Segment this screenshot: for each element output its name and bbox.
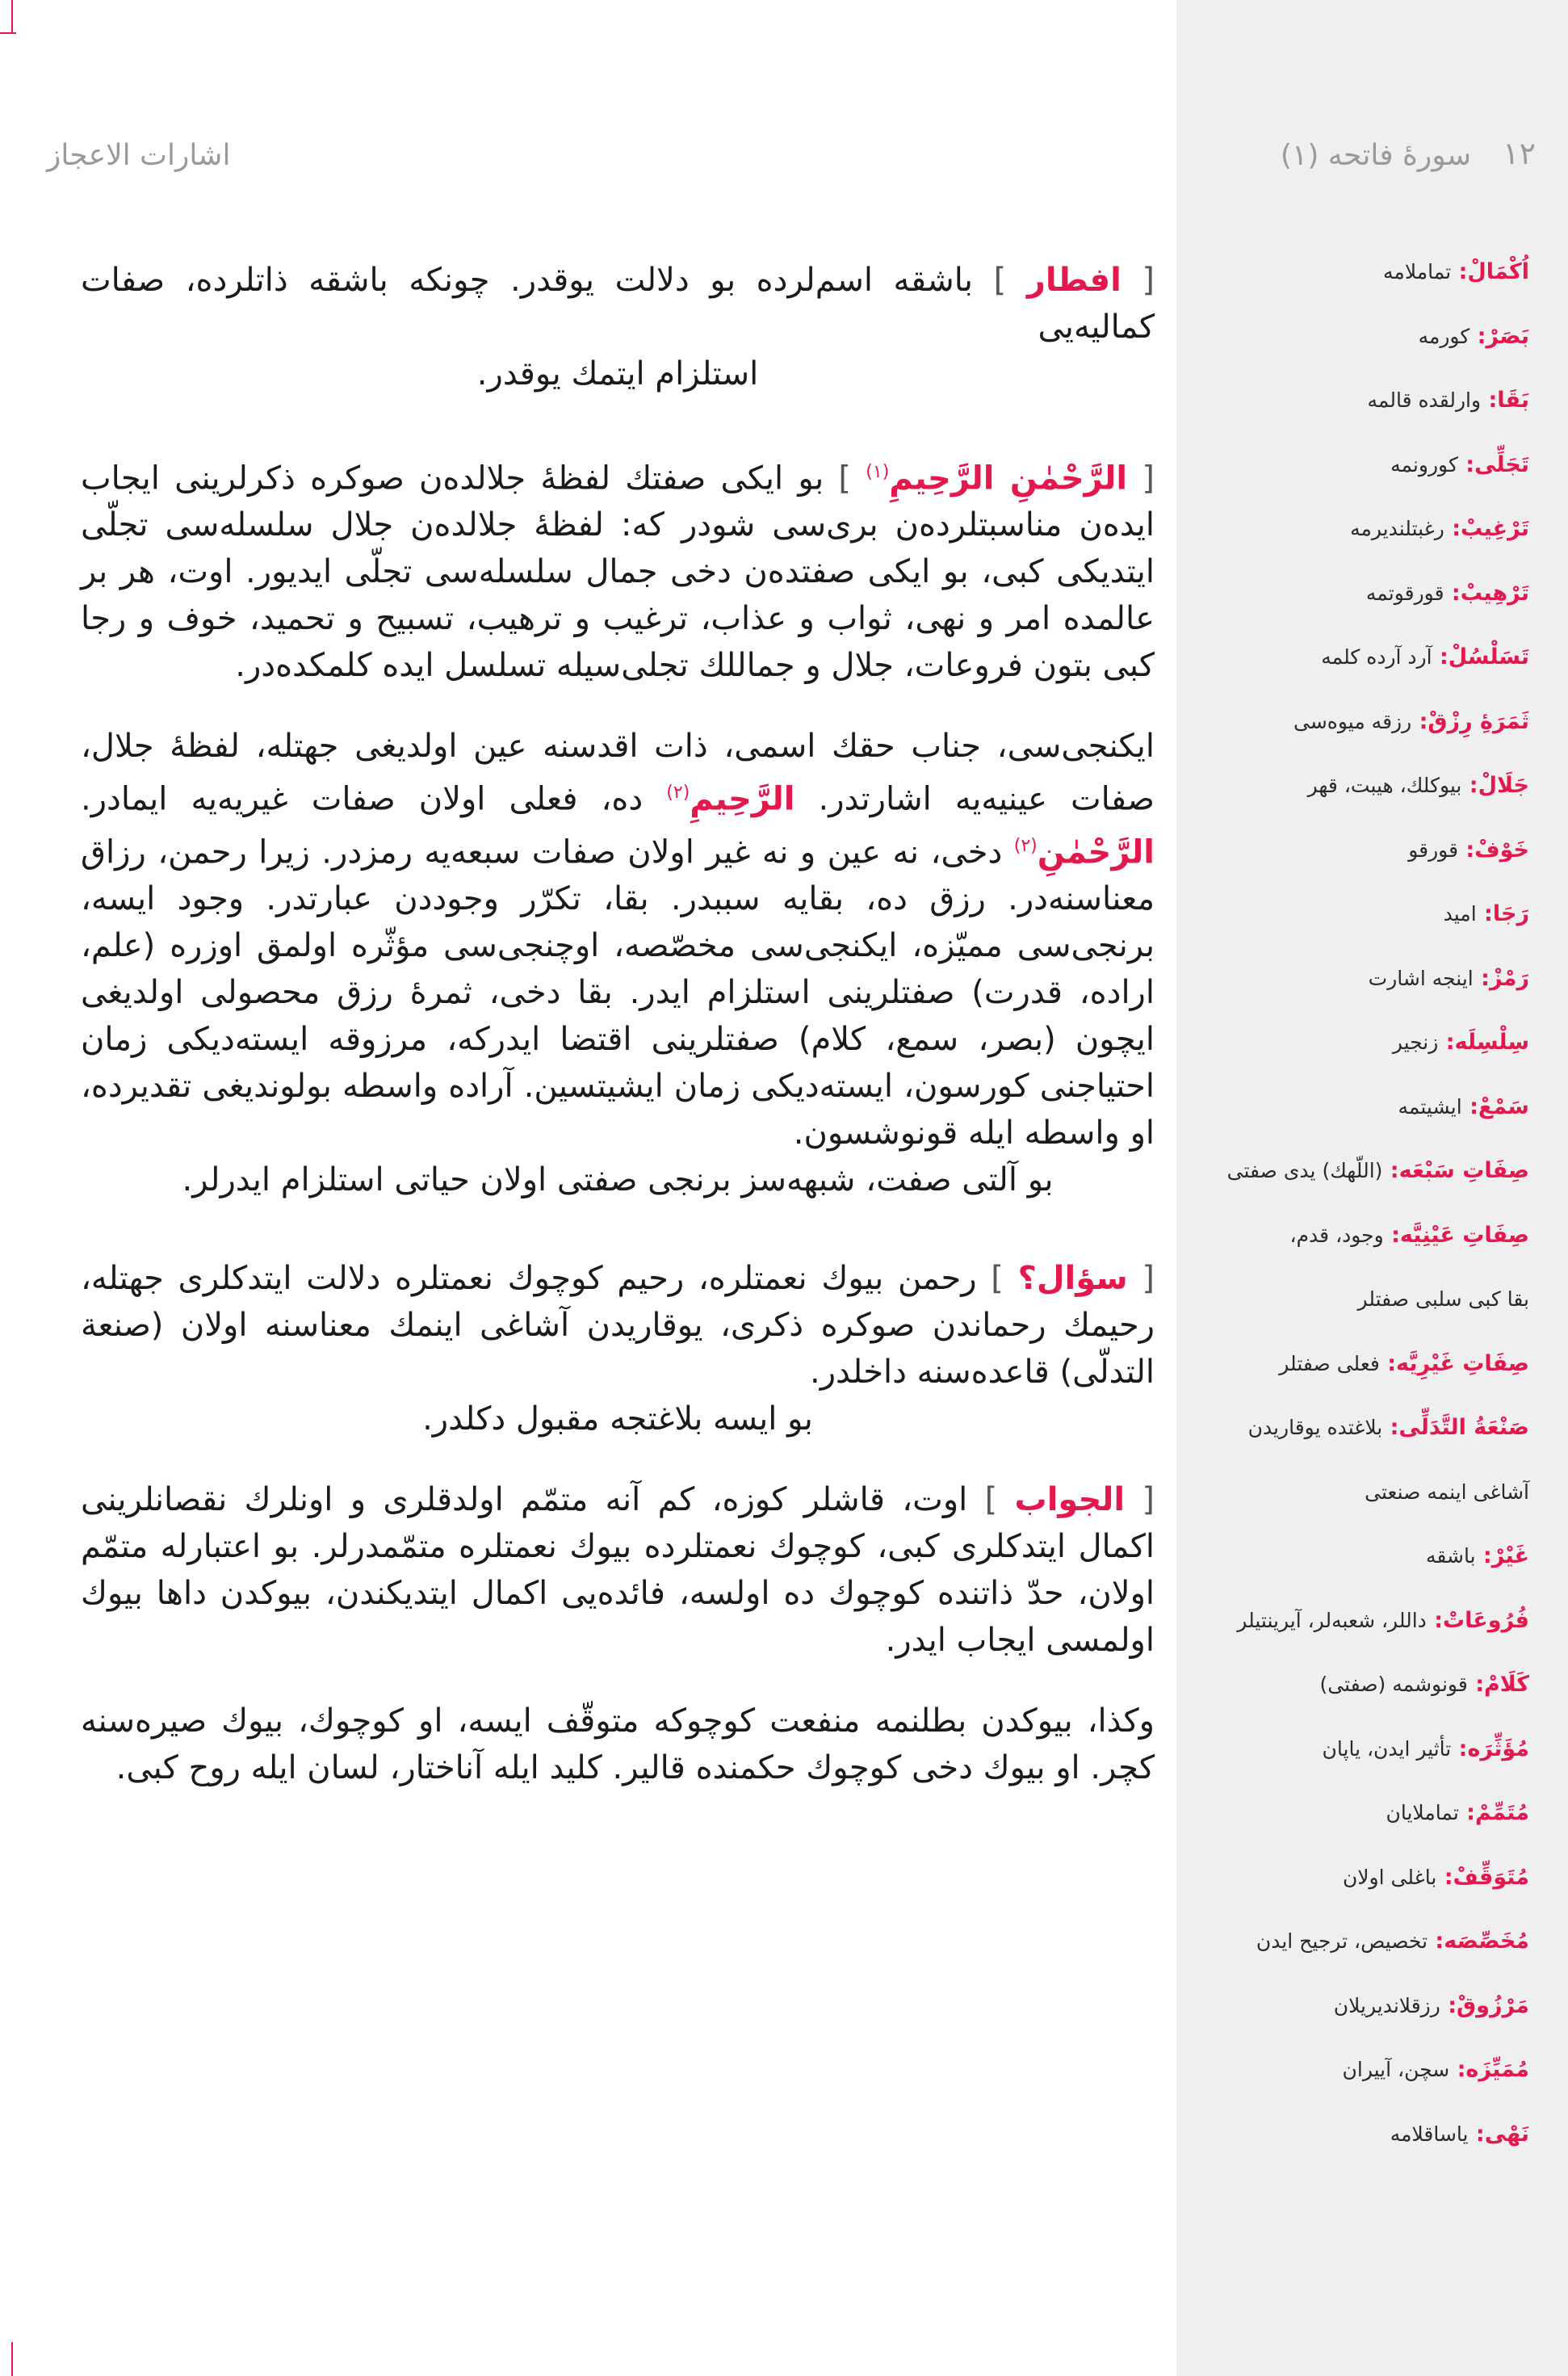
glossary-item: سِلْسِلَه: زنجير xyxy=(1392,1030,1529,1055)
marker-answer: الجواب xyxy=(1014,1480,1126,1518)
glossary-definition: تماملامه xyxy=(1383,260,1452,283)
glossary-term: تَرْهِيبْ xyxy=(1460,580,1529,606)
paragraph-rahman-rahim: [ الرَّحْمٰنِ الرَّحِيمِ$^{(١)}$ ] بو ايكى صفتك لفظۀ جلالده‌ن صوكره ذكرلرينى ايجاب ايده‌ن مناسبتلرده‌ن برى‌سى شودر كه: لفظۀ جلالده‌ن جلال سلسله‌سى تجلّى ايتديكى كبى، بو ايكى صفتده‌ن دخى جمال سلسله‌سى تجلّى ايديور. اوت، هر بر عالمده امر و نهى، ثواب و عذاب، ترغيب و ترهيب، تسبيح و تحميد، خوف و رجا كبى بتون فروعات، جلال و جماللك تجلى‌سيله تسلسل ايده كلمكده‌در. xyxy=(81,460,1155,685)
glossary-term: مُتَمِّمْ xyxy=(1474,1800,1529,1825)
glossary-item: تَسَلْسُلْ: آرد آرده كلمه xyxy=(1321,644,1529,670)
glossary-definition: آشاغى اينمه صنعتى xyxy=(1365,1480,1529,1504)
glossary-item: فُرُوعَاتْ: داللر، شعبه‌لر، آيرينتيلر xyxy=(1237,1607,1529,1633)
paragraph-text: ايكنجى‌سى، جناب حقك اسمى، ذات اقدسنه عين اولديغى جهتله، لفظۀ جلال، صفات عينيه‌يه اشارتدر. xyxy=(81,728,1155,818)
glossary-term: مَرْزُوقْ xyxy=(1457,1992,1529,2018)
glossary-definition: قورقو xyxy=(1408,837,1459,862)
glossary-term: صِفَاتِ غَيْرِيَّه xyxy=(1396,1350,1529,1376)
glossary-term: اُكْمَالْ xyxy=(1467,259,1529,284)
paragraph-text: رحمن بيوك نعمتلره، رحيم كوچوك نعمتلره دلالت ايتدكلرى جهتله، رحيمك رحماندن صوكره ذكرى، يوقاريدن آشاغى اينمك معناسنه اولان (صنعة التدلّى) قاعده‌سنه داخلدر. xyxy=(81,1259,1155,1391)
glossary-item: مُتَمِّمْ: تماملايان xyxy=(1386,1800,1529,1825)
marker-rahman-rahim: الرَّحْمٰنِ الرَّحِيمِ xyxy=(889,460,1128,497)
paragraph-second xyxy=(81,723,1155,1157)
glossary-definition: آرد آرده كلمه xyxy=(1321,645,1432,669)
glossary-item: تَرْغِيبْ: رغبتلنديرمه xyxy=(1350,516,1529,541)
footnote-ref: (١) xyxy=(866,462,890,482)
marker-question: سؤال؟ xyxy=(1017,1259,1128,1297)
glossary-definition: كورمه xyxy=(1418,324,1470,348)
crop-mark-top-vertical xyxy=(11,0,13,34)
paragraph-question-end: بو ايسه بلاغتجه مقبول دكلدر. xyxy=(422,1400,813,1438)
glossary-term: سِلْسِلَه xyxy=(1454,1030,1529,1055)
glossary-term: نَهْى xyxy=(1484,2121,1529,2147)
glossary-item: مُخَصِّصَه: تخصيص، ترجيح ايدن xyxy=(1256,1929,1529,1954)
glossary-item: مُتَوَقِّفْ: باغلى اولان xyxy=(1342,1864,1529,1890)
glossary-definition: اميد xyxy=(1443,902,1477,926)
glossary-item: جَلَالْ: بيوكلك، هيبت، قهر xyxy=(1307,773,1529,798)
glossary-term: بَقَا xyxy=(1497,388,1529,413)
glossary-definition: بقا كبى سلبى صفتلر xyxy=(1357,1287,1529,1311)
paragraph-last: وكذا، بيوكدن بطلنمه منفعت كوچوكه متوقّف ايسه، او كوچوك، بيوك صيره‌سنه كچر. او بيوك دخى كوچوك حكمنده قالير. كليد ايله آناختار، لسان ايله روح كبى. xyxy=(81,1702,1155,1786)
paragraph-text: ده، فعلى اولان صفات غيريه‌يه ايمادر. xyxy=(81,780,644,818)
glossary-term: جَلَالْ xyxy=(1478,773,1529,798)
glossary-term: رَمْزْ xyxy=(1489,965,1529,991)
glossary-definition: باغلى اولان xyxy=(1342,1865,1437,1889)
glossary-sidebar xyxy=(1176,0,1568,2376)
glossary-item: خَوْفْ: قورقو xyxy=(1408,837,1529,863)
glossary-definition: (اللّهك) يدى صفتى xyxy=(1226,1159,1383,1182)
glossary-definition: قورقوتمه xyxy=(1365,581,1444,605)
glossary-item: مُؤَثِّرَه: تأثير ايدن، ياپان xyxy=(1322,1736,1529,1761)
glossary-item xyxy=(1206,1477,1529,1542)
marker-rahman: الرَّحْمٰنِ xyxy=(1037,833,1155,871)
glossary-item xyxy=(1206,1284,1529,1349)
paragraph-text: باشقه اسم‌لرده بو دلالت يوقدر. چونكه باشقه ذاتلرده، صفات كماليه‌يى xyxy=(81,262,1155,346)
glossary-term: مُمَيِّزَه xyxy=(1465,2057,1529,2082)
glossary-definition: تأثير ايدن، ياپان xyxy=(1322,1736,1452,1761)
paragraph-text: دخى، نه عين و نه غير اولان صفات سبعه‌يه رمزدر. زيرا رحمن، رزاق معناسنه‌در. رزق ده، بقايه سببدر. بقا، تكرّر وجوددن عبارتدر. وجود ايسه، برنجى‌سى مميّزه، ايكنجى‌سى مخصّصه، اوچنجى‌سى مؤثّره اولمق اوزره (علم، اراده، قدرت) صفتلرينى استلزام ايدر. بقا دخى، ثمرۀ رزق محصولى اولديغى ايچون (بصر، سمع، كلام) صفتلرينى اقتضا ايدركه، مرزوقه ايسته‌ديكى زمان احتياجنى كورسون، ايسته‌ديكى زمان ايشيتسين. آراده واسطه بولونديغى تقديرده، او واسطه ايله قونوشسون. xyxy=(81,833,1155,1152)
glossary-item: صِفَاتِ غَيْرِيَّه: فعلى صفتلر xyxy=(1279,1350,1529,1376)
glossary-term: تَجَلِّى xyxy=(1474,451,1529,477)
glossary-item: مَرْزُوقْ: رزقلانديريلان xyxy=(1333,1992,1529,2018)
paragraph-second-end: بو آلتى صفت، شبهه‌سز برنجى صفتى اولان حياتى استلزام ايدرلر. xyxy=(182,1161,1054,1198)
main-text xyxy=(81,257,1155,1791)
glossary-definition: رزقه ميوه‌سى xyxy=(1293,709,1412,733)
glossary-definition: رزقلانديريلان xyxy=(1333,1993,1440,2017)
glossary-definition: تماملايان xyxy=(1386,1801,1459,1824)
glossary-definition: فعلى صفتلر xyxy=(1279,1351,1380,1375)
glossary-item: غَيْرْ: باشقه xyxy=(1425,1543,1529,1568)
glossary-definition: بلاغتده يوقاريدن xyxy=(1247,1416,1383,1439)
surah-title: سورۀ فاتحه (١) xyxy=(1280,139,1471,172)
glossary-definition: ايشيتمه xyxy=(1398,1094,1462,1119)
glossary-term: خَوْفْ xyxy=(1474,837,1529,863)
glossary-item: كَلَامْ: قونوشمه (صفتى) xyxy=(1319,1672,1529,1697)
marker-iftar: افطار xyxy=(1026,262,1121,299)
glossary-definition: قونوشمه (صفتى) xyxy=(1319,1673,1468,1696)
glossary-item: بَقَا: وارلقده قالمه xyxy=(1367,388,1529,413)
glossary-item: نَهْى: ياساقلامه xyxy=(1390,2121,1529,2147)
glossary-term: صَنْعَةُ التَّدَلِّى xyxy=(1398,1415,1529,1440)
glossary-item: صِفَاتِ عَيْنِيَّه: وجود، قدم، xyxy=(1289,1222,1529,1248)
glossary-term: مُؤَثِّرَه xyxy=(1467,1736,1529,1761)
glossary-definition: رغبتلنديرمه xyxy=(1350,517,1444,540)
glossary-item: بَصَرْ: كورمه xyxy=(1418,323,1529,349)
glossary-item: مُمَيِّزَه: سچن، آييران xyxy=(1342,2057,1529,2082)
glossary-term: تَرْغِيبْ xyxy=(1461,516,1529,541)
crop-mark-top-horizontal xyxy=(0,32,16,34)
glossary-item: تَجَلِّى: كورونمه xyxy=(1390,451,1529,477)
glossary-item: سَمْعْ: ايشيتمه xyxy=(1398,1094,1529,1119)
glossary-definition: داللر، شعبه‌لر، آيرينتيلر xyxy=(1237,1608,1427,1632)
paragraph-question: [ سؤال؟ ] رحمن بيوك نعمتلره، رحيم كوچوك نعمتلره دلالت ايتدكلرى جهتله، رحيمك رحماندن صوكره ذكرى، يوقاريدن آشاغى اينمك معناسنه اولان (صنعة التدلّى) قاعده‌سنه داخلدر. xyxy=(81,1259,1155,1391)
glossary-definition: كورونمه xyxy=(1390,452,1458,476)
paragraph-iftar-end: استلزام ايتمك يوقدر. xyxy=(476,355,759,393)
glossary-term: كَلَامْ xyxy=(1484,1672,1529,1697)
glossary-term: مُتَوَقِّفْ xyxy=(1453,1864,1529,1890)
glossary-definition: اينجه اشارت xyxy=(1368,966,1474,990)
glossary-list xyxy=(1206,257,1529,2183)
glossary-term: ثَمَرَۀِ رِزْقْ xyxy=(1428,708,1529,734)
glossary-definition: ياساقلامه xyxy=(1390,2122,1469,2146)
glossary-definition: وجود، قدم، xyxy=(1289,1223,1384,1247)
glossary-item: رَجَا: اميد xyxy=(1443,901,1529,926)
glossary-item: رَمْزْ: اينجه اشارت xyxy=(1368,965,1529,991)
glossary-term: صِفَاتِ عَيْنِيَّه xyxy=(1399,1222,1529,1248)
glossary-term: غَيْرْ xyxy=(1491,1543,1529,1568)
glossary-item: صِفَاتِ سَبْعَه: (اللّهك) يدى صفتى xyxy=(1226,1158,1529,1183)
glossary-term: فُرُوعَاتْ xyxy=(1443,1607,1529,1633)
glossary-definition: تخصيص، ترجيح ايدن xyxy=(1256,1929,1428,1953)
glossary-term: سَمْعْ xyxy=(1478,1094,1529,1119)
book-title: اشارات الاعجاز xyxy=(47,139,231,172)
glossary-term: بَصَرْ xyxy=(1486,323,1529,349)
glossary-item: ثَمَرَۀِ رِزْقْ: رزقه ميوه‌سى xyxy=(1293,708,1529,734)
marker-rahim: الرَّحِيمِ xyxy=(690,780,795,818)
glossary-term: تَسَلْسُلْ xyxy=(1448,644,1529,670)
glossary-item: صَنْعَةُ التَّدَلِّى: بلاغتده يوقاريدن xyxy=(1247,1415,1529,1440)
glossary-definition: سچن، آييران xyxy=(1342,2058,1450,2081)
paragraph-text: بو ايكى صفتك لفظۀ جلالده‌ن صوكره ذكرلرينى ايجاب ايده‌ن مناسبتلرده‌ن برى‌سى شودر كه: لفظۀ جلالده‌ن جلال سلسله‌سى تجلّى ايتديكى كبى، بو ايكى صفتده‌ن دخى جمال سلسله‌سى تجلّى ايديور. اوت، هر بر عالمده امر و نهى، ثواب و عذاب، ترغيب و ترهيب، تسبيح و تحميد، خوف و رجا كبى بتون فروعات، جلال و جماللك تجلى‌سيله تسلسل ايده كلمكده‌در. xyxy=(81,460,1155,685)
crop-mark-bottom-vertical xyxy=(11,2342,13,2376)
glossary-definition: بيوكلك، هيبت، قهر xyxy=(1307,774,1462,797)
glossary-term: مُخَصِّصَه xyxy=(1444,1929,1529,1954)
footnote-ref: (٢) xyxy=(1013,835,1038,856)
glossary-term: رَجَا xyxy=(1492,901,1529,926)
glossary-term: صِفَاتِ سَبْعَه xyxy=(1398,1158,1529,1183)
paragraph-text: اوت، قاشلر كوزه، كم آنه متمّم اولدقلرى و اونلرك نقصانلرينى اكمال ايتدكلرى كبى، كوچوك نعمتلرده بيوك نعمتلره متمّمدرلر. بو اعتبارله متمّم اولان، حدّ ذاتنده كوچوك ده اولسه، فائده‌يى اكمال ايتديكندن، بيوكدن داها بيوك اولمسى ايجاب ايدر. xyxy=(81,1480,1155,1659)
glossary-definition: وارلقده قالمه xyxy=(1367,388,1482,412)
paragraph-answer: [ الجواب ] اوت، قاشلر كوزه، كم آنه متمّم اولدقلرى و اونلرك نقصانلرينى اكمال ايتدكلرى كبى، كوچوك نعمتلرده بيوك نعمتلره متمّمدرلر. بو اعتبارله متمّم اولان، حدّ ذاتنده كوچوك ده اولسه، فائده‌يى اكمال ايتديكندن، بيوكدن داها بيوك اولمسى ايجاب ايدر. xyxy=(81,1480,1155,1659)
glossary-definition: زنجير xyxy=(1392,1031,1439,1054)
glossary-item: اُكْمَالْ: تماملامه xyxy=(1383,259,1529,284)
glossary-item: تَرْهِيبْ: قورقوتمه xyxy=(1365,580,1529,606)
page-number: ١٢ xyxy=(1503,136,1536,171)
footnote-ref: (٢) xyxy=(666,783,690,804)
glossary-definition: باشقه xyxy=(1425,1544,1476,1568)
paragraph-iftar: [ افطار ] باشقه اسم‌لرده بو دلالت يوقدر. چونكه باشقه ذاتلرده، صفات كماليه‌يى xyxy=(81,262,1155,346)
